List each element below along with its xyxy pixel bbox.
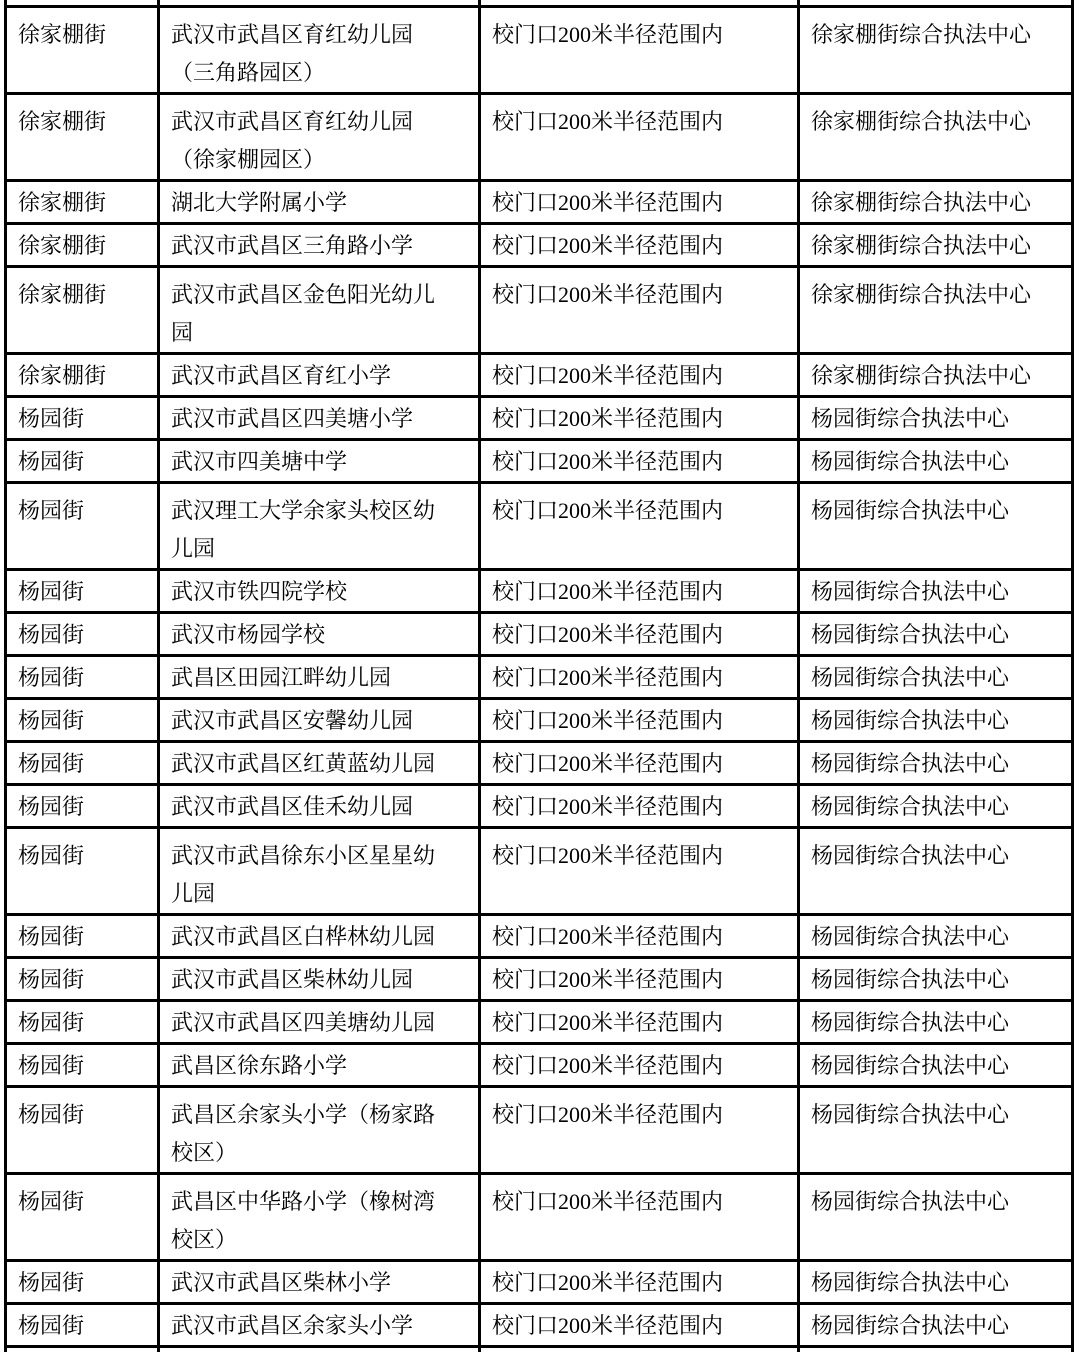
cell-text: 校门口200米半径范围内 bbox=[492, 1313, 724, 1338]
table-row bbox=[6, 224, 1073, 267]
center-cell bbox=[799, 7, 1073, 94]
cell-text: 校区） bbox=[171, 1227, 238, 1252]
cell-text: 杨园街综合执法中心 bbox=[811, 579, 1010, 604]
school-cell bbox=[159, 224, 480, 267]
cell-text: 武汉市武昌区四美塘幼儿园 bbox=[171, 1010, 436, 1035]
center-cell bbox=[799, 1044, 1073, 1087]
street-cell bbox=[6, 181, 159, 224]
school-cell bbox=[159, 656, 480, 699]
cell-text: 校门口200米半径范围内 bbox=[492, 794, 724, 819]
table-row bbox=[6, 1304, 1073, 1347]
partial-cell bbox=[159, 1347, 480, 1353]
table-row bbox=[6, 1261, 1073, 1304]
street-cell bbox=[6, 785, 159, 828]
cell-text: 杨园街综合执法中心 bbox=[811, 843, 1010, 868]
cell-text: 校门口200米半径范围内 bbox=[492, 924, 724, 949]
partial-cell bbox=[480, 1347, 799, 1353]
table-row bbox=[6, 1174, 1073, 1261]
cell-text: 杨园街综合执法中心 bbox=[811, 924, 1010, 949]
cell-text: 徐家棚街 bbox=[18, 109, 107, 134]
street-cell bbox=[6, 267, 159, 354]
school-cell bbox=[159, 828, 480, 915]
cell-text: 杨园街综合执法中心 bbox=[811, 1189, 1010, 1214]
cell-text: 徐家棚街 bbox=[18, 282, 107, 307]
cell-text: 徐家棚街综合执法中心 bbox=[811, 190, 1032, 215]
scope-cell bbox=[480, 7, 799, 94]
cell-text: 杨园街 bbox=[18, 579, 85, 604]
school-cell bbox=[159, 785, 480, 828]
cell-text: 杨园街 bbox=[18, 1053, 85, 1078]
street-cell bbox=[6, 958, 159, 1001]
table-row bbox=[6, 94, 1073, 181]
cell-text: 杨园街综合执法中心 bbox=[811, 1270, 1010, 1295]
center-cell bbox=[799, 699, 1073, 742]
cell-text: 杨园街 bbox=[18, 622, 85, 647]
cell-text: 杨园街综合执法中心 bbox=[811, 406, 1010, 431]
school-cell bbox=[159, 397, 480, 440]
scope-cell bbox=[480, 915, 799, 958]
street-cell bbox=[6, 1304, 159, 1347]
school-cell bbox=[159, 570, 480, 613]
cell-text: 杨园街 bbox=[18, 1010, 85, 1035]
cell-text: 杨园街 bbox=[18, 924, 85, 949]
school-supervision-table bbox=[4, 0, 1074, 1352]
cell-text: 武汉理工大学余家头校区幼 bbox=[171, 498, 436, 523]
scope-cell bbox=[480, 483, 799, 570]
cell-text: 校门口200米半径范围内 bbox=[492, 708, 724, 733]
cell-text: 武汉市杨园学校 bbox=[171, 622, 326, 647]
cell-text: 武汉市武昌区佳禾幼儿园 bbox=[171, 794, 414, 819]
center-cell bbox=[799, 742, 1073, 785]
center-cell bbox=[799, 1087, 1073, 1174]
cell-text: 徐家棚街综合执法中心 bbox=[811, 109, 1032, 134]
cell-text: 校门口200米半径范围内 bbox=[492, 1010, 724, 1035]
scope-cell bbox=[480, 267, 799, 354]
street-cell bbox=[6, 7, 159, 94]
center-cell bbox=[799, 656, 1073, 699]
school-cell bbox=[159, 1087, 480, 1174]
center-cell bbox=[799, 958, 1073, 1001]
cell-text: 儿园 bbox=[171, 536, 216, 561]
table-row bbox=[6, 483, 1073, 570]
table-row bbox=[6, 440, 1073, 483]
school-cell bbox=[159, 613, 480, 656]
cell-text: 杨园街 bbox=[18, 1313, 85, 1338]
scope-cell bbox=[480, 742, 799, 785]
table-row bbox=[6, 397, 1073, 440]
cell-text: （徐家棚园区） bbox=[171, 147, 326, 172]
cell-text: 校门口200米半径范围内 bbox=[492, 282, 724, 307]
cell-text: 杨园街综合执法中心 bbox=[811, 1053, 1010, 1078]
center-cell bbox=[799, 267, 1073, 354]
cell-text: 徐家棚街 bbox=[18, 233, 107, 258]
street-cell bbox=[6, 1001, 159, 1044]
cell-text: 校门口200米半径范围内 bbox=[492, 1189, 724, 1214]
cell-text: 武汉市武昌区金色阳光幼儿 bbox=[171, 282, 436, 307]
scope-cell bbox=[480, 699, 799, 742]
school-cell bbox=[159, 742, 480, 785]
center-cell bbox=[799, 1001, 1073, 1044]
cell-text: 杨园街 bbox=[18, 498, 85, 523]
street-cell bbox=[6, 742, 159, 785]
cell-text: 杨园街 bbox=[18, 1189, 85, 1214]
school-cell bbox=[159, 1044, 480, 1087]
cell-text: 徐家棚街 bbox=[18, 22, 107, 47]
cell-text: 校门口200米半径范围内 bbox=[492, 449, 724, 474]
cell-text: 徐家棚街 bbox=[18, 190, 107, 215]
table-row bbox=[6, 7, 1073, 94]
table-row bbox=[6, 354, 1073, 397]
school-cell bbox=[159, 440, 480, 483]
cell-text: 武汉市武昌徐东小区星星幼 bbox=[171, 843, 436, 868]
table-row bbox=[6, 181, 1073, 224]
school-cell bbox=[159, 699, 480, 742]
cell-text: 校门口200米半径范围内 bbox=[492, 751, 724, 776]
cell-text: 杨园街 bbox=[18, 843, 85, 868]
cell-text: 杨园街 bbox=[18, 1270, 85, 1295]
partial-cell bbox=[799, 1347, 1073, 1353]
cell-text: 武汉市武昌区柴林小学 bbox=[171, 1270, 392, 1295]
street-cell bbox=[6, 1261, 159, 1304]
street-cell bbox=[6, 613, 159, 656]
street-cell bbox=[6, 397, 159, 440]
center-cell bbox=[799, 613, 1073, 656]
street-cell bbox=[6, 699, 159, 742]
cell-text: 校门口200米半径范围内 bbox=[492, 363, 724, 388]
cell-text: 武汉市武昌区育红幼儿园 bbox=[171, 22, 414, 47]
school-cell bbox=[159, 483, 480, 570]
cell-text: 武汉市武昌区三角路小学 bbox=[171, 233, 414, 258]
table-row bbox=[6, 742, 1073, 785]
cell-text: 杨园街综合执法中心 bbox=[811, 967, 1010, 992]
school-cell bbox=[159, 94, 480, 181]
scope-cell bbox=[480, 440, 799, 483]
scope-cell bbox=[480, 224, 799, 267]
scope-cell bbox=[480, 656, 799, 699]
scope-cell bbox=[480, 1087, 799, 1174]
cell-text: 校门口200米半径范围内 bbox=[492, 109, 724, 134]
cell-text: 武汉市武昌区柴林幼儿园 bbox=[171, 967, 414, 992]
cell-text: 校门口200米半径范围内 bbox=[492, 1270, 724, 1295]
center-cell bbox=[799, 181, 1073, 224]
cell-text: 杨园街 bbox=[18, 967, 85, 992]
center-cell bbox=[799, 828, 1073, 915]
cell-text: 杨园街综合执法中心 bbox=[811, 665, 1010, 690]
center-cell bbox=[799, 1174, 1073, 1261]
scope-cell bbox=[480, 397, 799, 440]
table-row bbox=[6, 613, 1073, 656]
school-cell bbox=[159, 267, 480, 354]
street-cell bbox=[6, 1087, 159, 1174]
cell-text: 校门口200米半径范围内 bbox=[492, 622, 724, 647]
school-cell bbox=[159, 354, 480, 397]
cell-text: 杨园街综合执法中心 bbox=[811, 449, 1010, 474]
cell-text: 校门口200米半径范围内 bbox=[492, 22, 724, 47]
scope-cell bbox=[480, 1174, 799, 1261]
cell-text: （三角路园区） bbox=[171, 60, 326, 85]
scope-cell bbox=[480, 1044, 799, 1087]
cell-text: 校区） bbox=[171, 1140, 238, 1165]
partial-cell bbox=[6, 1347, 159, 1353]
cell-text: 杨园街综合执法中心 bbox=[811, 751, 1010, 776]
cell-text: 杨园街 bbox=[18, 665, 85, 690]
cell-text: 杨园街 bbox=[18, 708, 85, 733]
center-cell bbox=[799, 224, 1073, 267]
street-cell bbox=[6, 483, 159, 570]
cell-text: 徐家棚街 bbox=[18, 363, 107, 388]
table-row bbox=[6, 267, 1073, 354]
table-row bbox=[6, 1001, 1073, 1044]
scope-cell bbox=[480, 1261, 799, 1304]
street-cell bbox=[6, 440, 159, 483]
cell-text: 武汉市武昌区红黄蓝幼儿园 bbox=[171, 751, 436, 776]
table-row bbox=[6, 785, 1073, 828]
table-row bbox=[6, 915, 1073, 958]
scope-cell bbox=[480, 1304, 799, 1347]
cell-text: 杨园街综合执法中心 bbox=[811, 794, 1010, 819]
cell-text: 杨园街 bbox=[18, 794, 85, 819]
cell-text: 徐家棚街综合执法中心 bbox=[811, 22, 1032, 47]
table-row bbox=[6, 1044, 1073, 1087]
street-cell bbox=[6, 224, 159, 267]
cell-text: 湖北大学附属小学 bbox=[171, 190, 348, 215]
school-cell bbox=[159, 1261, 480, 1304]
cell-text: 杨园街 bbox=[18, 406, 85, 431]
school-cell bbox=[159, 958, 480, 1001]
center-cell bbox=[799, 915, 1073, 958]
cell-text: 校门口200米半径范围内 bbox=[492, 665, 724, 690]
center-cell bbox=[799, 785, 1073, 828]
street-cell bbox=[6, 1044, 159, 1087]
school-cell bbox=[159, 1001, 480, 1044]
scope-cell bbox=[480, 828, 799, 915]
cell-text: 武昌区中华路小学（橡树湾 bbox=[171, 1189, 436, 1214]
cell-text: 武汉市四美塘中学 bbox=[171, 449, 348, 474]
cell-text: 武昌区田园江畔幼儿园 bbox=[171, 665, 392, 690]
cell-text: 校门口200米半径范围内 bbox=[492, 1102, 724, 1127]
cell-text: 杨园街综合执法中心 bbox=[811, 1010, 1010, 1035]
scope-cell bbox=[480, 1001, 799, 1044]
street-cell bbox=[6, 828, 159, 915]
table-row bbox=[6, 828, 1073, 915]
table-row bbox=[6, 1087, 1073, 1174]
center-cell bbox=[799, 354, 1073, 397]
cell-text: 校门口200米半径范围内 bbox=[492, 1053, 724, 1078]
school-cell bbox=[159, 7, 480, 94]
school-cell bbox=[159, 1174, 480, 1261]
scope-cell bbox=[480, 958, 799, 1001]
cell-text: 校门口200米半径范围内 bbox=[492, 406, 724, 431]
scope-cell bbox=[480, 613, 799, 656]
school-cell bbox=[159, 915, 480, 958]
scope-cell bbox=[480, 354, 799, 397]
cut-off-row-bottom bbox=[6, 1347, 1073, 1353]
cell-text: 徐家棚街综合执法中心 bbox=[811, 363, 1032, 388]
cell-text: 杨园街综合执法中心 bbox=[811, 622, 1010, 647]
cell-text: 杨园街 bbox=[18, 1102, 85, 1127]
cell-text: 武昌区余家头小学（杨家路 bbox=[171, 1102, 436, 1127]
street-cell bbox=[6, 656, 159, 699]
cell-text: 儿园 bbox=[171, 881, 216, 906]
cell-text: 武汉市武昌区育红幼儿园 bbox=[171, 109, 414, 134]
street-cell bbox=[6, 94, 159, 181]
street-cell bbox=[6, 1174, 159, 1261]
cell-text: 杨园街 bbox=[18, 751, 85, 776]
center-cell bbox=[799, 397, 1073, 440]
center-cell bbox=[799, 570, 1073, 613]
table-row bbox=[6, 656, 1073, 699]
cell-text: 杨园街 bbox=[18, 449, 85, 474]
cell-text: 杨园街综合执法中心 bbox=[811, 498, 1010, 523]
cell-text: 校门口200米半径范围内 bbox=[492, 579, 724, 604]
street-cell bbox=[6, 570, 159, 613]
cell-text: 武昌区徐东路小学 bbox=[171, 1053, 348, 1078]
cell-text: 徐家棚街综合执法中心 bbox=[811, 282, 1032, 307]
scope-cell bbox=[480, 785, 799, 828]
school-cell bbox=[159, 1304, 480, 1347]
school-cell bbox=[159, 181, 480, 224]
cell-text: 杨园街综合执法中心 bbox=[811, 1313, 1010, 1338]
center-cell bbox=[799, 94, 1073, 181]
center-cell bbox=[799, 440, 1073, 483]
cell-text: 杨园街综合执法中心 bbox=[811, 708, 1010, 733]
cell-text: 武汉市武昌区育红小学 bbox=[171, 363, 392, 388]
cell-text: 校门口200米半径范围内 bbox=[492, 190, 724, 215]
table-body bbox=[6, 0, 1073, 1352]
cell-text: 武汉市武昌区白桦林幼儿园 bbox=[171, 924, 436, 949]
cell-text: 武汉市武昌区安馨幼儿园 bbox=[171, 708, 414, 733]
table-row bbox=[6, 699, 1073, 742]
street-cell bbox=[6, 354, 159, 397]
cell-text: 武汉市铁四院学校 bbox=[171, 579, 348, 604]
center-cell bbox=[799, 1261, 1073, 1304]
cell-text: 校门口200米半径范围内 bbox=[492, 843, 724, 868]
cell-text: 武汉市武昌区四美塘小学 bbox=[171, 406, 414, 431]
scope-cell bbox=[480, 570, 799, 613]
cell-text: 杨园街综合执法中心 bbox=[811, 1102, 1010, 1127]
scope-cell bbox=[480, 181, 799, 224]
cell-text: 徐家棚街综合执法中心 bbox=[811, 233, 1032, 258]
table-row bbox=[6, 570, 1073, 613]
scope-cell bbox=[480, 94, 799, 181]
cell-text: 园 bbox=[171, 320, 194, 345]
table-row bbox=[6, 958, 1073, 1001]
street-cell bbox=[6, 915, 159, 958]
cell-text: 校门口200米半径范围内 bbox=[492, 498, 724, 523]
cell-text: 校门口200米半径范围内 bbox=[492, 967, 724, 992]
cell-text: 武汉市武昌区余家头小学 bbox=[171, 1313, 414, 1338]
center-cell bbox=[799, 1304, 1073, 1347]
cell-text: 校门口200米半径范围内 bbox=[492, 233, 724, 258]
center-cell bbox=[799, 483, 1073, 570]
